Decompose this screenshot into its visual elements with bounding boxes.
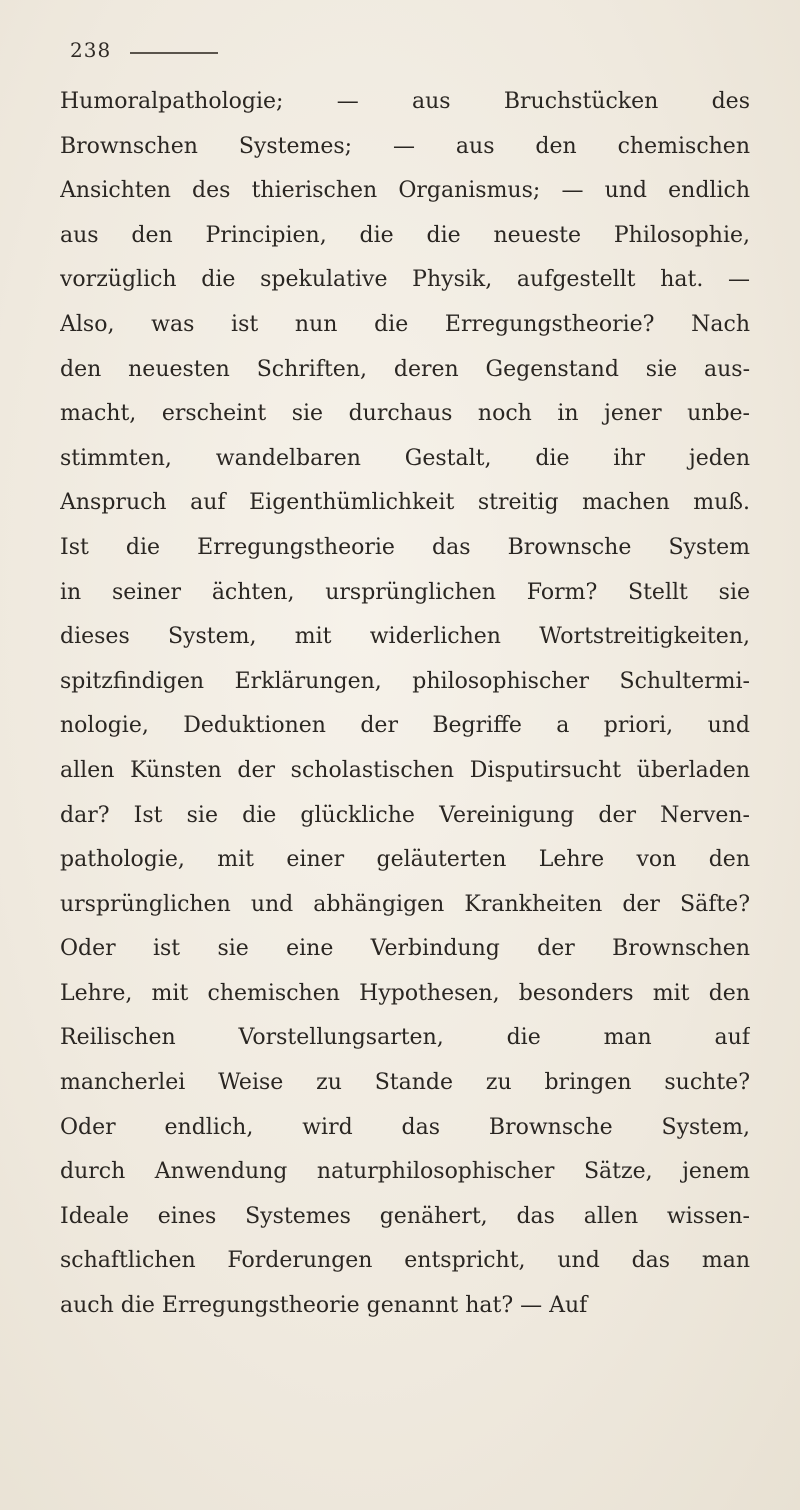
text-line: stimmten, wandelbaren Gestalt, die ihr jeden (60, 445, 750, 471)
text-line: spitzfindigen Erklärungen, philosophischer Schultermi- (60, 668, 750, 694)
text-line: auch die Erregungstheorie genannt hat? — Auf (60, 1293, 588, 1319)
text-line: Oder endlich, wird das Brownsche System, (60, 1114, 750, 1140)
text-line: dieses System, mit widerlichen Wortstreitigkeiten, (60, 624, 750, 650)
text-line: Humoralpathologie; — aus Bruchstücken des (60, 89, 750, 114)
text-line: Anspruch auf Eigenthümlichkeit streitig machen muß. (60, 490, 750, 516)
text-line: Ansichten des thierischen Organismus; — und endlich (60, 178, 750, 204)
text-line: Oder ist sie eine Verbindung der Brownschen (60, 936, 750, 962)
text-line: ursprünglichen und abhängigen Krankheiten der Säfte? (60, 891, 750, 917)
text-line: durch Anwendung naturphilosophischer Sätze, jenem (60, 1159, 750, 1185)
text-line: Ideale eines Systemes genähert, das allen wissen- (60, 1203, 750, 1229)
body-text (60, 80, 750, 1329)
text-line: Brownschen Systemes; — aus den chemischen (60, 133, 750, 159)
text-line: Ist die Erregungstheorie das Brownsche System (60, 534, 750, 560)
text-line: Reilischen Vorstellungsarten, die man auf (60, 1025, 750, 1051)
text-line: mancherlei Weise zu Stande zu bringen suchte? (60, 1070, 750, 1096)
text-line: Also, was ist nun die Erregungstheorie? Nach (60, 311, 750, 337)
text-line: macht, erscheint sie durchaus noch in jener unbe- (60, 401, 750, 427)
text-line: pathologie, mit einer geläuterten Lehre von den (60, 847, 750, 873)
header-rule (130, 52, 218, 54)
page-header (70, 38, 730, 78)
text-line: in seiner ächten, ursprünglichen Form? Stellt sie (60, 579, 750, 605)
text-line: schaftlichen Forderungen entspricht, und das man (60, 1248, 750, 1274)
text-line: Lehre, mit chemischen Hypothesen, besonders mit den (60, 980, 750, 1006)
text-line: den neuesten Schriften, deren Gegenstand sie aus- (60, 356, 750, 382)
text-line: nologie, Deduktionen der Begriffe a priori, und (60, 713, 750, 739)
text-line: dar? Ist sie die glückliche Vereinigung der Nerven- (60, 802, 750, 828)
text-line: aus den Principien, die die neueste Philosophie, (60, 222, 750, 248)
text-line: vorzüglich die spekulative Physik, aufgestellt hat. — (60, 267, 750, 293)
page-number: 238 (70, 38, 112, 62)
text-line: allen Künsten der scholastischen Disputirsucht überladen (60, 757, 750, 783)
